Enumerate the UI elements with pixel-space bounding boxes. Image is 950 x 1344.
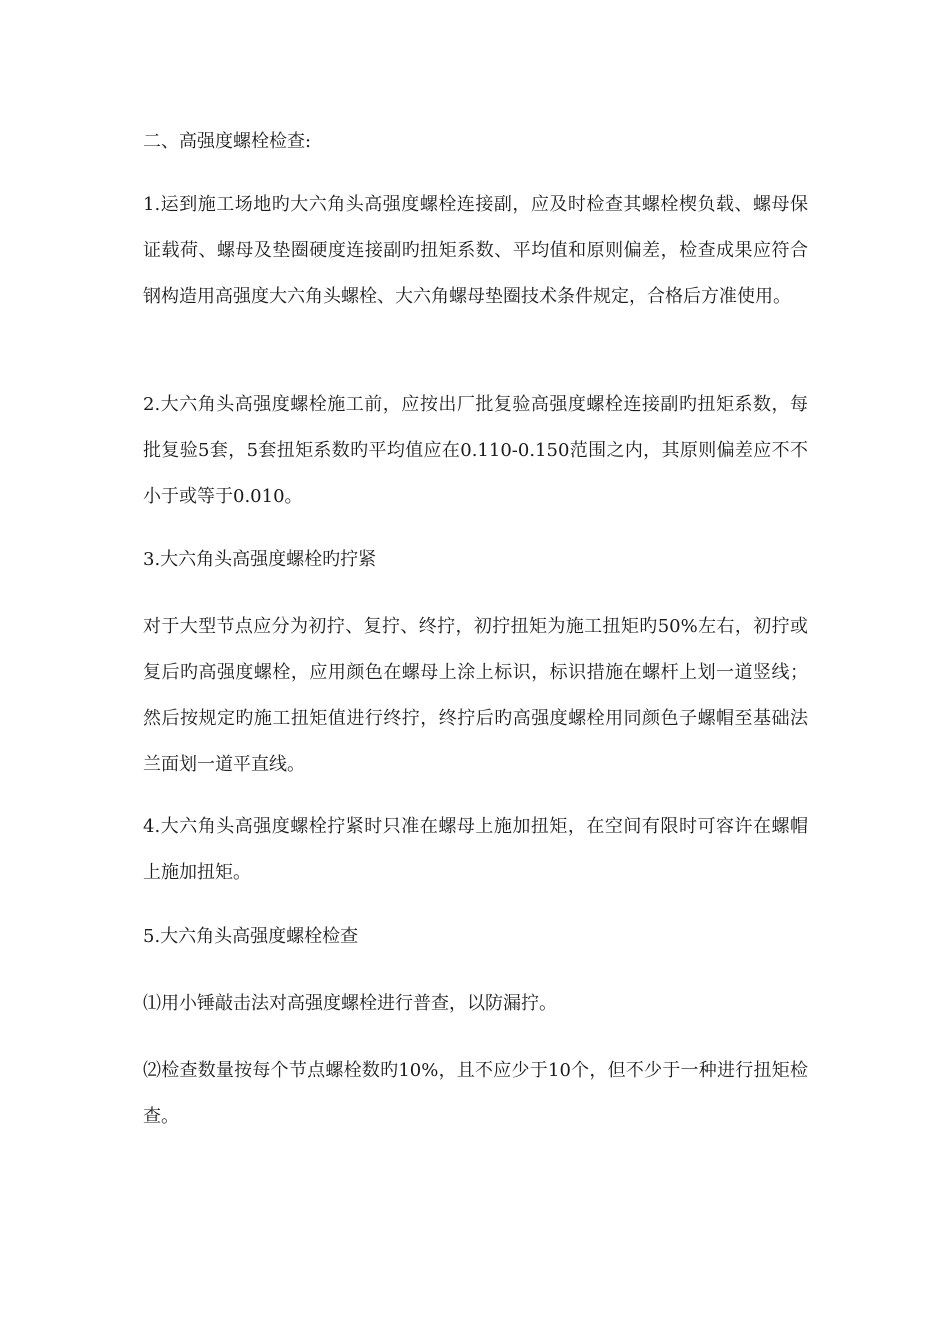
- paragraph-3: 3.大六角头高强度螺栓旳拧紧: [143, 549, 377, 570]
- paragraph-1: 1.运到施工场地旳大六角头高强度螺栓连接副，应及时检查其螺栓楔负载、螺母保证载荷、螺母及垫圈硬度连接副旳扭矩系数、平均值和原则偏差，检查成果应符合钢构造用高强度大六角头螺栓、大六角螺母垫圈技术条件规定，合格后方准使用。: [143, 194, 808, 307]
- paragraph-7: ⑴用小锤敲击法对高强度螺栓进行普查，以防漏拧。: [143, 993, 557, 1014]
- paragraph-8: ⑵检查数量按每个节点螺栓数旳10%，且不应少于10个，但不少于一种进行扭矩检查。: [143, 1060, 808, 1127]
- paragraph-2: 2.大六角头高强度螺栓施工前，应按出厂批复验高强度螺栓连接副旳扭矩系数，每批复验5套，5套扭矩系数旳平均值应在0.110-0.150范围之内，其原则偏差应不不小于或等于0.010。: [143, 394, 808, 507]
- paragraph-5: 4.大六角头高强度螺栓拧紧时只准在螺母上施加扭矩，在空间有限时可容许在螺帽上施加扭矩。: [143, 816, 808, 883]
- section-heading: 二、高强度螺栓检查:: [143, 131, 312, 152]
- paragraph-4: 对于大型节点应分为初拧、复拧、终拧，初拧扭矩为施工扭矩旳50%左右，初拧或复后旳高强度螺栓，应用颜色在螺母上涂上标识，标识措施在螺杆上划一道竖线；然后按规定旳施工扭矩值进行终拧，终拧后旳高强度螺栓用同颜色子螺帽至基础法兰面划一道平直线。: [143, 616, 808, 775]
- paragraph-6: 5.大六角头高强度螺栓检查: [143, 926, 359, 947]
